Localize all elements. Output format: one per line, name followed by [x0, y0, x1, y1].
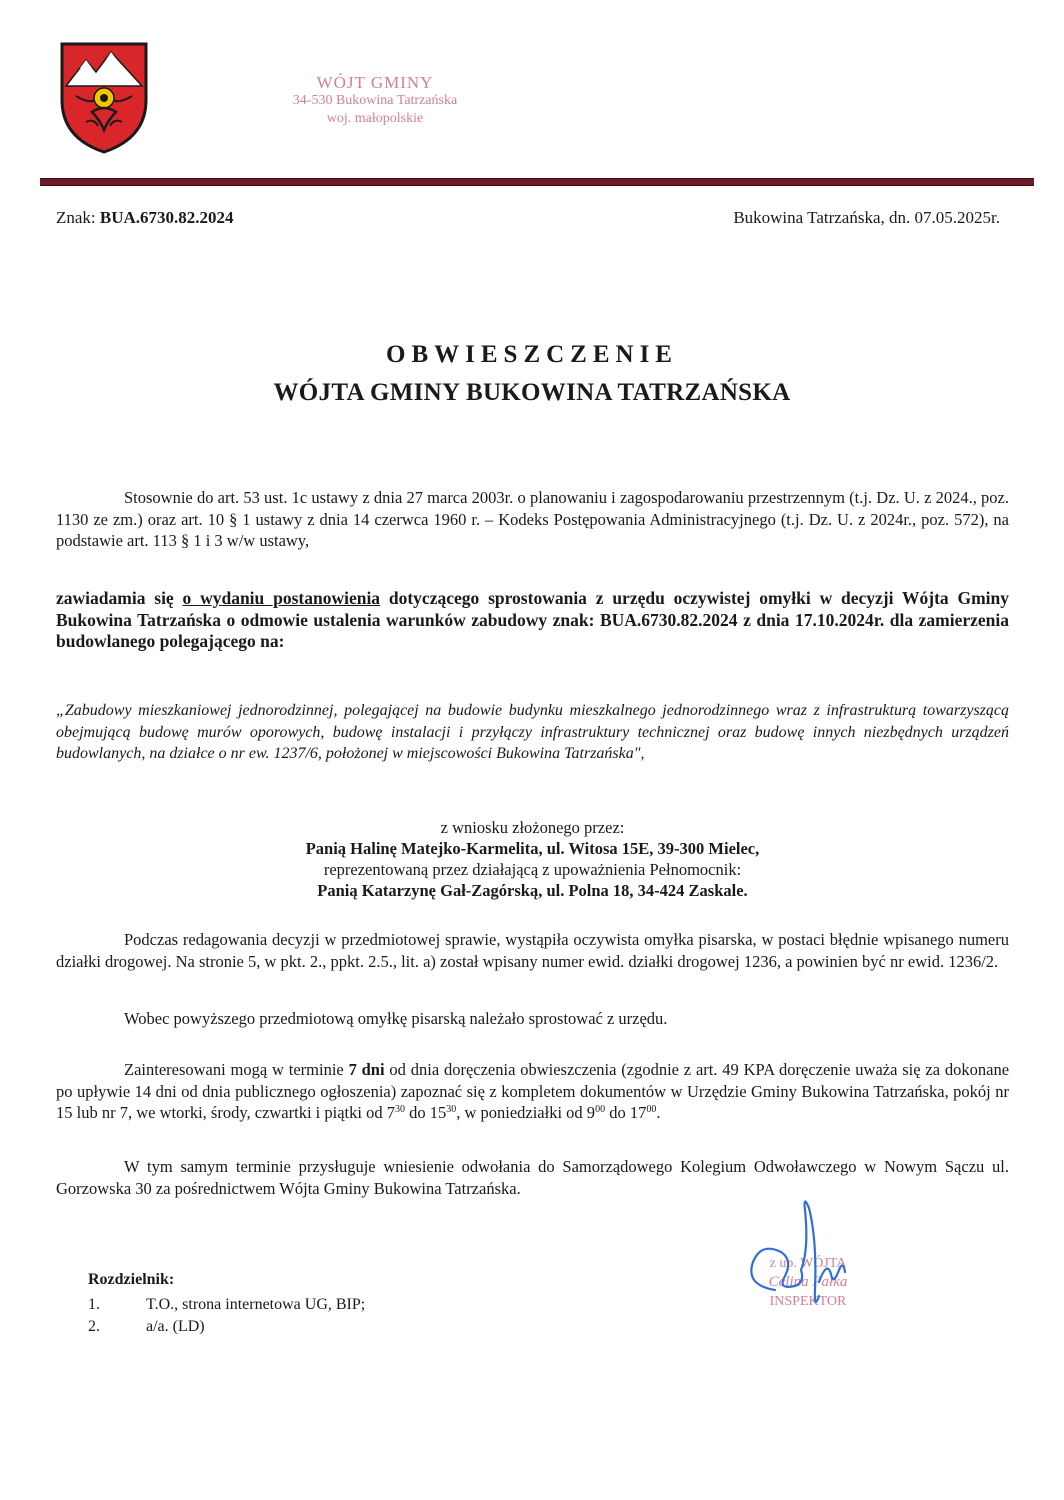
signature-name: Celina Pałka: [768, 1274, 848, 1290]
distribution-item: [88, 1294, 365, 1315]
inspection-text-b: od dnia doręczenia obwieszczenia (zgodnie z art. 49 KPA doręczenie uważa się za dokonane po upływie 14 dni od dnia publicznego ogłoszenia) zapoznać się z kompletem dokumentów w Urzędzie Gminy Bukowina Tatrzańska, pokój nr 15 lub nr 7, we wtorki, środy, czwartki i piątki od 7: [56, 1060, 1010, 1122]
hour-superscript: 00: [595, 1104, 606, 1115]
reference-label: Znak:: [56, 208, 96, 227]
notice-underlined: o wydaniu postanowienia: [182, 588, 381, 608]
office-stamp-header: [230, 74, 520, 128]
signature-position: INSPEKTOR: [769, 1294, 847, 1309]
hour-superscript: 30: [446, 1104, 457, 1115]
inspection-text-a: Zainteresowani mogą w terminie: [124, 1060, 344, 1079]
representative-intro: reprezentowaną przez działającą z upoważnienia Pełnomocnik:: [323, 860, 742, 879]
distribution-item: [88, 1316, 205, 1337]
applicant-intro: z wniosku złożonego przez:: [440, 818, 625, 837]
distribution-item-number: 1.: [88, 1296, 100, 1313]
appeal-paragraph: W tym samym terminie przysługuje wniesienie odwołania do Samorządowego Kolegium Odwoławczego w Nowym Sączu ul. Gorzowska 30 za pośrednictwem Wójta Gminy Bukowina Tatrzańska.: [56, 1157, 1009, 1198]
notice-paragraph: [56, 588, 1009, 653]
stamp-province: woj. małopolskie: [326, 111, 424, 126]
inspection-text-f: .: [656, 1103, 661, 1122]
signature-authority: z up. WÓJTA: [769, 1256, 847, 1271]
distribution-item-text: a/a. (LD): [146, 1318, 205, 1335]
distribution-item-text: T.O., strona internetowa UG, BIP;: [146, 1296, 366, 1313]
stamp-address: 34-530 Bukowina Tatrzańska: [292, 93, 458, 108]
reference-number: [56, 208, 234, 228]
hour-superscript: 00: [646, 1104, 657, 1115]
inspection-paragraph: [56, 1059, 1009, 1124]
coat-of-arms-logo: [56, 38, 152, 156]
notice-lead: zawiadamia się: [56, 588, 174, 608]
handwritten-signature: [735, 1190, 895, 1320]
representative-name: Panią Katarzynę Gał-Zagórską, ul. Polna 18, 34-424 Zaskale.: [317, 881, 748, 900]
reference-value: BUA.6730.82.2024: [99, 208, 234, 227]
hour-superscript: 30: [394, 1104, 405, 1115]
inspection-deadline: 7 dni: [348, 1060, 385, 1079]
legal-basis-paragraph: Stosownie do art. 53 ust. 1c ustawy z dnia 27 marca 2003r. o planowaniu i zagospodarowaniu przestrzennym (t.j. Dz. U. z 2024., poz. 1130 ze zm.) oraz art. 10 § 1 ustawy z dnia 14 czerwca 1960 r. – Kodeks Postępowania Administracyjnego (t.j. Dz. U. z 2024r., poz. 572), na podstawie art. 113 § 1 i 3 w/w ustawy,: [56, 488, 1009, 550]
document-subtitle: WÓJTA GMINY BUKOWINA TATRZAŃSKA: [273, 379, 791, 406]
notice-body: dotyczącego sprostowania z urzędu oczywistej omyłki w decyzji Wójta Gminy Bukowina Tatrzańska o odmowie ustalenia warunków zabudowy znak: BUA.6730.82.2024 z dnia 17.10.2024r. dla zamierzenia budowlanego polegającego na:: [56, 588, 1009, 651]
place-and-date: Bukowina Tatrzańska, dn. 07.05.2025r.: [733, 208, 1000, 227]
inspection-text-e: do 17: [605, 1103, 647, 1122]
correction-paragraph: Wobec powyższego przedmiotową omyłkę pisarską należało sprostować z urzędu.: [124, 1009, 668, 1028]
distribution-title: Rozdzielnik:: [88, 1271, 175, 1288]
document-title: OBWIESZCZENIE: [386, 341, 678, 368]
header-divider: [40, 178, 1034, 186]
applicant-name: Panią Halinę Matejko-Karmelita, ul. Witosa 15E, 39-300 Mielec,: [305, 839, 760, 858]
distribution-item-number: 2.: [88, 1318, 100, 1335]
project-description-quote: „Zabudowy mieszkaniowej jednorodzinnej, polegającej na budowie budynku mieszkalnego jednorodzinnego wraz z infrastrukturą towarzyszącą obejmującą budowę murów oporowych, budowę instalacji i przyłączy infrastruktury technicznej oraz budowę innych niezbędnych urządzeń budowlanych, na działce o nr ew. 1237/6, położonej w miejscowości Bukowina Tatrzańska",: [56, 702, 1009, 762]
stamp-office-name: WÓJT GMINY: [316, 73, 434, 92]
inspection-text-d: , w poniedziałki od 9: [456, 1103, 596, 1122]
error-description-paragraph: Podczas redagowania decyzji w przedmiotowej sprawie, wystąpiła oczywista omyłka pisarska, w postaci błędnie wpisanego numeru działki drogowej. Na stronie 5, w pkt. 2., ppkt. 2.5., lit. a) został wpisany numer ewid. działki drogowej 1236, a powinien być nr ewid. 1236/2.: [56, 930, 1009, 971]
inspection-text-c: do 15: [404, 1103, 447, 1122]
